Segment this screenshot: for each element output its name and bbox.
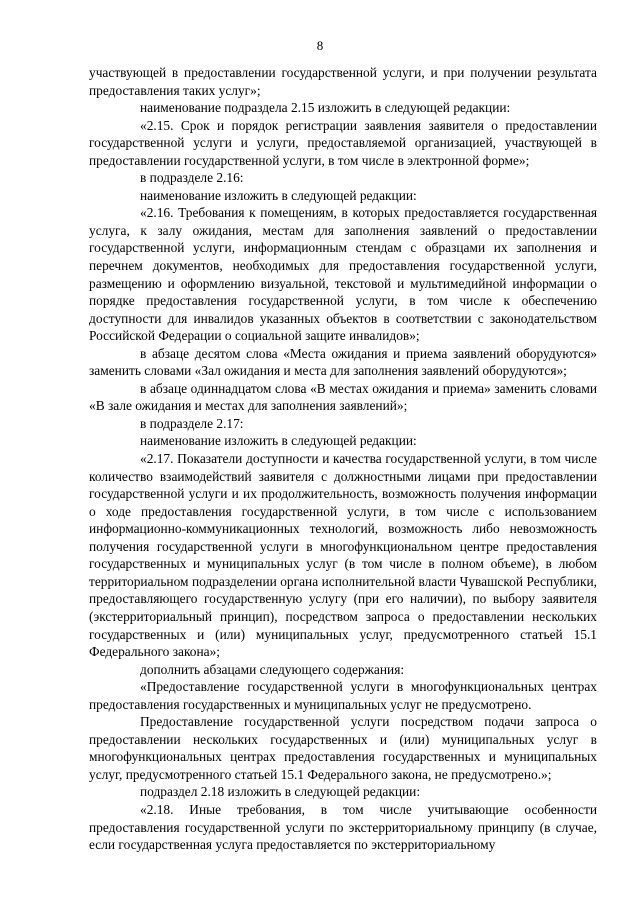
paragraph: подраздел 2.18 изложить в следующей редакции: [140, 784, 421, 800]
paragraph: в подразделе 2.17: [140, 415, 244, 431]
paragraph: Предоставление государственной услуги посредством подачи запроса о предоставлении нескольких государственных и (или) муниципальных услуг в многофункциональных центрах предоставления государственных и муниципальных услуг, предусмотренного статьей 15.1 Федерального закона, не предусмотрено.»; [89, 714, 597, 782]
paragraph: в абзаце десятом слова «Места ожидания и приема заявлений оборудуются» заменить словами «Зал ожидания и места для заполнения заявлений оборудуются»; [89, 345, 597, 379]
document-body [89, 64, 597, 854]
paragraph: наименование изложить в следующей редакции: [140, 433, 417, 449]
paragraph: «Предоставление государственной услуги в многофункциональных центрах предоставления государственных и муниципальных услуг не предусмотрено. [89, 679, 597, 712]
paragraph: участвующей в предоставлении государственной услуги, и при получении результата предоставления таких услуг»; [89, 65, 597, 98]
paragraph: «2.16. Требования к помещениям, в которых предоставляется государственная услуга, к залу ожидания, местам для заполнения заявлений о предоставлении государственной услуги, информационным стендам с образцами их заполнения и перечнем документов, необходимых для предоставления государственной услуги, размещению и оформлению визуальной, текстовой и мультимедийной информации о порядке предоставления государственной услуги, в том числе к обеспечению доступности для инвалидов указанных объектов в соответствии с законодательством Российской Федерации о социальной защите инвалидов»; [89, 205, 597, 344]
paragraph: «2.18. Иные требования, в том числе учитывающие особенности предоставления государственной услуги по экстерриториальному принципу (в случае, если государственная услуга предоставляется по экстерриториальному [89, 801, 597, 853]
paragraph: в абзаце одиннадцатом слова «В местах ожидания и приема» заменить словами «В зале ожидания и местах для заполнения заявлений»; [89, 380, 597, 414]
page-number: 8 [316, 38, 324, 53]
paragraph: «2.15. Срок и порядок регистрации заявления заявителя о предоставлении государственной услуги и услуги, предоставляемой организацией, участвующей в предоставлении государственной услуги, в том числе в электронной форме»; [89, 117, 597, 168]
paragraph: в подразделе 2.16: [140, 170, 244, 186]
paragraph: наименование подраздела 2.15 изложить в следующей редакции: [140, 100, 511, 116]
paragraph: дополнить абзацами следующего содержания: [140, 661, 405, 677]
paragraph: «2.17. Показатели доступности и качества государственной услуги, в том числе количество взаимодействий заявителя с должностными лицами при предоставлении государственной услуги и их продолжительность, возможность получения информации о ходе предоставления государственной услуги, в том числе с использованием информационно-коммуникационных технологий, возможность либо невозможность получения государственной услуги в многофункциональном центре предоставления государственных и муниципальных услуг (в том числе в полном объеме), в любом территориальном подразделении органа исполнительной власти Чувашской Республики, предоставляющего государственную услугу (при его наличии), по выбору заявителя (экстерриториальный принцип), посредством запроса о предоставлении нескольких государственных и (или) муниципальных услуг, предусмотренного статьей 15.1 Федерального закона»; [89, 451, 597, 660]
paragraph: наименование изложить в следующей редакции: [140, 187, 417, 203]
